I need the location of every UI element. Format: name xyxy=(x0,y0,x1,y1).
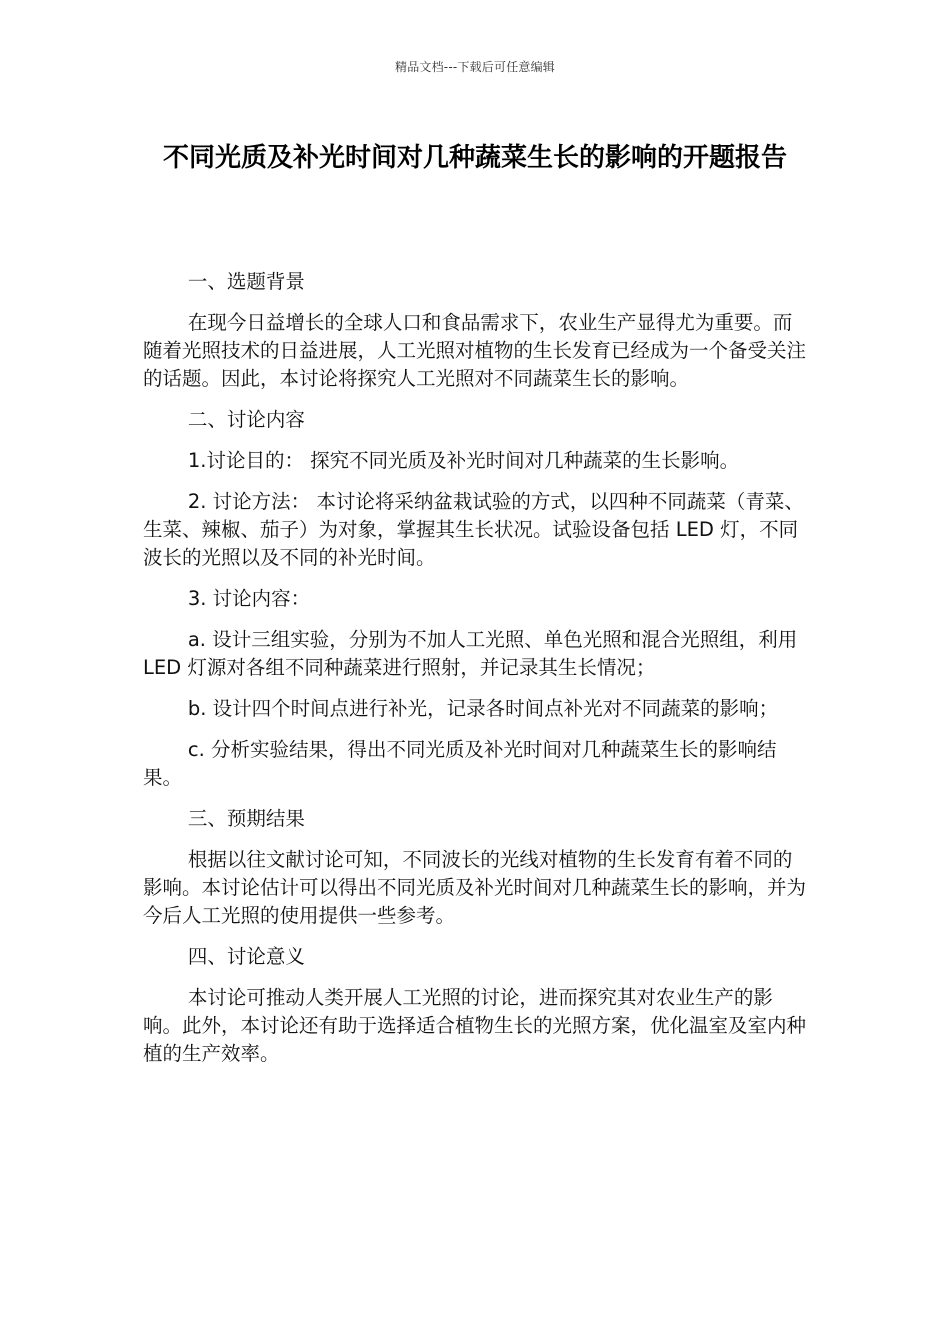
paragraph-background: 在现今日益增长的全球人口和食品需求下，农业生产显得尤为重要。而随着光照技术的日益进展，人工光照对植物的生长发育已经成为一个备受关注的话题。因此，本讨论将探究人工光照对不同蔬菜生长的影响。 xyxy=(143,311,807,390)
paragraph-expected: 根据以往文献讨论可知，不同波长的光线对植物的生长发育有着不同的影响。本讨论估计可以得出不同光质及补光时间对几种蔬菜生长的影响，并为今后人工光照的使用提供一些参考。 xyxy=(143,848,807,927)
section-heading-content: 二、讨论内容 xyxy=(187,408,305,431)
paragraph-method: 2. 讨论方法： 本讨论将采纳盆栽试验的方式，以四种不同蔬菜（青菜、生菜、辣椒、茄子）为对象，掌握其生长状况。试验设备包括 LED 灯，不同波长的光照以及不同的补光时间。 xyxy=(143,490,804,569)
document-title: 不同光质及补光时间对几种蔬菜生长的影响的开题报告 xyxy=(162,143,787,173)
paragraph-content-label: 3. 讨论内容： xyxy=(187,587,311,610)
paragraph-content-b: b. 设计四个时间点进行补光，记录各时间点补光对不同蔬菜的影响； xyxy=(187,697,779,720)
section-heading-expected: 三、预期结果 xyxy=(187,807,305,830)
document-body xyxy=(143,268,808,1081)
section-heading-background: 一、选题背景 xyxy=(187,270,305,293)
paragraph-purpose: 1.讨论目的： 探究不同光质及补光时间对几种蔬菜的生长影响。 xyxy=(187,449,740,472)
paragraph-content-a: a. 设计三组实验，分别为不加人工光照、单色光照和混合光照组，利用 LED 灯源对各组不同种蔬菜进行照射，并记录其生长情况； xyxy=(143,628,798,679)
header-note: 精品文档---下载后可任意编辑 xyxy=(395,60,555,74)
section-heading-significance: 四、讨论意义 xyxy=(187,945,305,968)
paragraph-content-c: c. 分析实验结果，得出不同光质及补光时间对几种蔬菜生长的影响结果。 xyxy=(143,738,777,789)
paragraph-significance: 本讨论可推动人类开展人工光照的讨论，进而探究其对农业生产的影响。此外，本讨论还有助于选择适合植物生长的光照方案，优化温室及室内种植的生产效率。 xyxy=(143,986,807,1065)
